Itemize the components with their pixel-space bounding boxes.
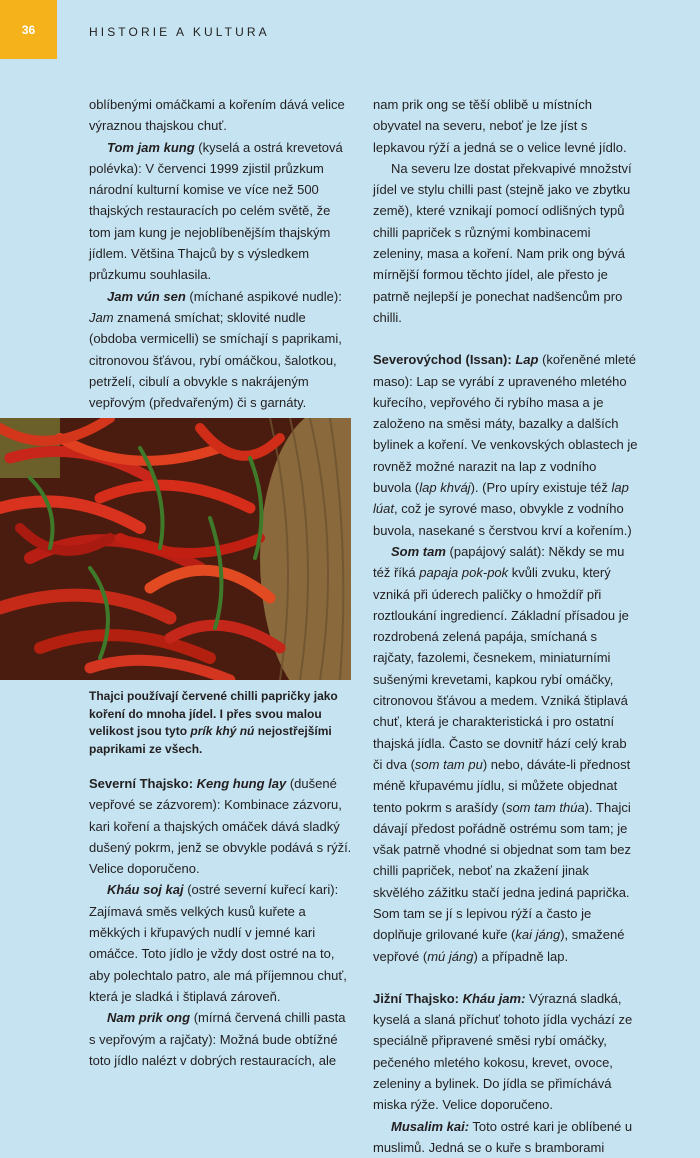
text: ). Thajci dávají předost pořádně ostrému som tam; je však patrně vhodné si objednat som tam bez chilli papriček, neboť na zkažení jinak skvělého zážitku stačí jedna jediná paprička. Som tam se jí s lepivou rýží a často je doplňuje grilované kuře ( bbox=[373, 799, 631, 943]
paragraph-khau-soj-kaj bbox=[89, 879, 354, 1007]
italic-term: prík khý nú bbox=[190, 724, 255, 738]
text: nam prik ong se těší oblibě u místních obyvatel na severu, neboť je lze jíst s lepkavou rýží a jedná se o velice levné jídlo. bbox=[373, 97, 627, 155]
paragraph-musalim-kai bbox=[373, 1116, 638, 1158]
paragraph-som-tam bbox=[373, 541, 638, 967]
text: znamená smíchat; sklovité nudle (obdoba vermicelli) se smíchají s paprikami, citronovou šťávou, rybí omáčkou, šalotkou, petrželí, cibulí a obvykle s nakrájeným vepřovým (předvařeným) či s garnáty. bbox=[89, 309, 342, 411]
italic-term: som tam thúa bbox=[505, 799, 585, 815]
paragraph-keng-hung-lay bbox=[89, 773, 354, 879]
italic-term: som tam pu bbox=[414, 756, 483, 772]
italic-term: kai jáng bbox=[515, 927, 561, 943]
section-title: HISTORIE A KULTURA bbox=[89, 25, 270, 39]
region-label: Severovýchod (Issan): bbox=[373, 352, 516, 368]
dish-title: Nam prik ong bbox=[107, 1010, 191, 1026]
dish-title: Musalim kai: bbox=[391, 1118, 470, 1134]
text: (dušené vepřové se zázvorem): Kombinace zázvoru, kari koření a thajských omáček dává sladký dušený pokrm, jenž se obvykle podává s rýží. Velice doporučeno. bbox=[89, 776, 352, 877]
dish-title: Kháu jam: bbox=[462, 990, 526, 1006]
region-label: Severní Thajsko: bbox=[89, 776, 197, 791]
column-2 bbox=[373, 94, 638, 1158]
text: ). (Pro upíry existuje též bbox=[470, 480, 612, 496]
italic-term: papaja pok-pok bbox=[419, 565, 509, 581]
page-number: 36 bbox=[21, 22, 36, 37]
text: (ostré severní kuřecí kari): Zajímavá směs velkých kusů kuřete a měkkých i křupavých nudlí v jemné kari omáčce. Toto jídlo je vždy dost ostré na to, aby polechtalo patro, ale má příjemnou chuť, která je sladká i štiplavá zároveň. bbox=[89, 882, 347, 1004]
text: ) a případně lap. bbox=[473, 948, 569, 964]
text: ), smažené vepřové ( bbox=[373, 927, 625, 964]
dish-title: Jam vún sen bbox=[107, 288, 186, 304]
dish-title: Kháu soj kaj bbox=[107, 882, 184, 898]
photo-caption bbox=[89, 688, 353, 758]
paragraph-tom-jam-kung bbox=[89, 137, 354, 286]
dish-title: Tom jam kung bbox=[107, 139, 195, 155]
text: Thajci používají červené chilli papričky jako koření do mnoha jídel. I přes svou malou velikost jsou tyto bbox=[89, 689, 338, 738]
paragraph-khau-jam bbox=[373, 988, 638, 1116]
text: nejostřejšími paprikami ze všech. bbox=[89, 724, 332, 756]
paragraph-jam-vun-sen bbox=[89, 286, 354, 414]
italic-term: mú jáng bbox=[427, 948, 474, 964]
column-1-bottom bbox=[89, 773, 354, 1071]
text: , což je syrové maso, obvykle z vodního buvola, nasekané s čerstvou krví a kořením.) bbox=[373, 501, 632, 538]
italic-term: Jam bbox=[89, 309, 114, 325]
paragraph bbox=[373, 94, 638, 158]
paragraph-nam-prik-ong bbox=[89, 1007, 354, 1071]
text: (papájový salát): Někdy se mu též říká bbox=[373, 543, 625, 581]
paragraph bbox=[89, 94, 354, 137]
column-1-top bbox=[89, 94, 354, 413]
dish-title: Som tam bbox=[391, 543, 446, 559]
text: (kyselá a ostrá krevetová polévka): V červenci 1999 zjistil průzkum národní kulturní komise ve více než 500 thajských restauracích po celém světě, že tom jam kung je nejoblíbenějším thajským jídlem. Většina Thajců by s výsledkem průzkumu souhlasila. bbox=[89, 139, 343, 283]
dish-title: Keng hung lay bbox=[196, 776, 287, 791]
text: (míchané aspikové nudle): bbox=[185, 288, 342, 304]
text: Na severu lze dostat překvapivé množství jídel ve stylu chilli past (stejně jako ve zbytku země), které vznikají pomocí odlišných typů chilli papriček s různými kombinacemi zeleniny, masa a koření. Nam prik ong bývá mírnější formou těchto jídel, ale přesto je patrně nejlepší je ponechat nadšencům pro chilli. bbox=[373, 160, 632, 325]
chilli-photo bbox=[0, 418, 351, 680]
text: ) nebo, dáváte-li přednost méně křupavému jídlu, si můžete objednat tento pokrm s arašídy ( bbox=[373, 756, 631, 815]
italic-term: lap khváj bbox=[419, 480, 471, 496]
region-label: Jižní Thajsko: bbox=[373, 990, 463, 1006]
text: kvůli zvuku, který vzniká při úderech paličky o hmoždíř při roztloukání ingrediencí. Základní přísadou je rozdrobená zelená papája, smíchaná s rajčaty, fazolemi, česnekem, miniaturními sušenými krevetami, kapkou rybí omáčky, citronovou šťávou a medem. Vzniká štiplavá chuť, která je charakteristická i pro ostatní thajská jídla. Často se dovnitř hází celý krab či dva ( bbox=[373, 565, 629, 772]
italic-term: lap lúat bbox=[373, 480, 629, 517]
page-number-tab bbox=[0, 0, 57, 59]
text: Výrazná sladká, kyselá a slaná příchuť tohoto jídla vychází ze speciálně připravené směsi rybí omáčky, pečeného mletého kokosu, krevet, ovoce, zeleniny a bylinek. Do jídla se přimíchává miska rýže. Velice doporučeno. bbox=[373, 990, 633, 1113]
text: Toto ostré kari je oblíbené u muslimů. Jedná se o kuře s bramborami bbox=[373, 1118, 633, 1155]
paragraph-lap bbox=[373, 349, 638, 541]
text: oblíbenými omáčkami a kořením dává velice výraznou thajskou chuť. bbox=[89, 97, 345, 134]
paragraph bbox=[373, 158, 638, 328]
text: (kořeněné mleté maso): Lap se vyrábí z upraveného mletého kuřecího, vepřového či rybího masa a je založeno na směsi máty, bazalky a dalších bylinek a koření. Ve venkovských oblastech je rovněž možné narazit na lap z vodního buvola ( bbox=[373, 352, 638, 496]
text: (mírná červená chilli pasta s vepřovým a rajčaty): Možná bude obtížné toto jídlo nalézt v dobrých restauracích, ale bbox=[89, 1010, 346, 1068]
dish-title: Lap bbox=[515, 352, 539, 368]
